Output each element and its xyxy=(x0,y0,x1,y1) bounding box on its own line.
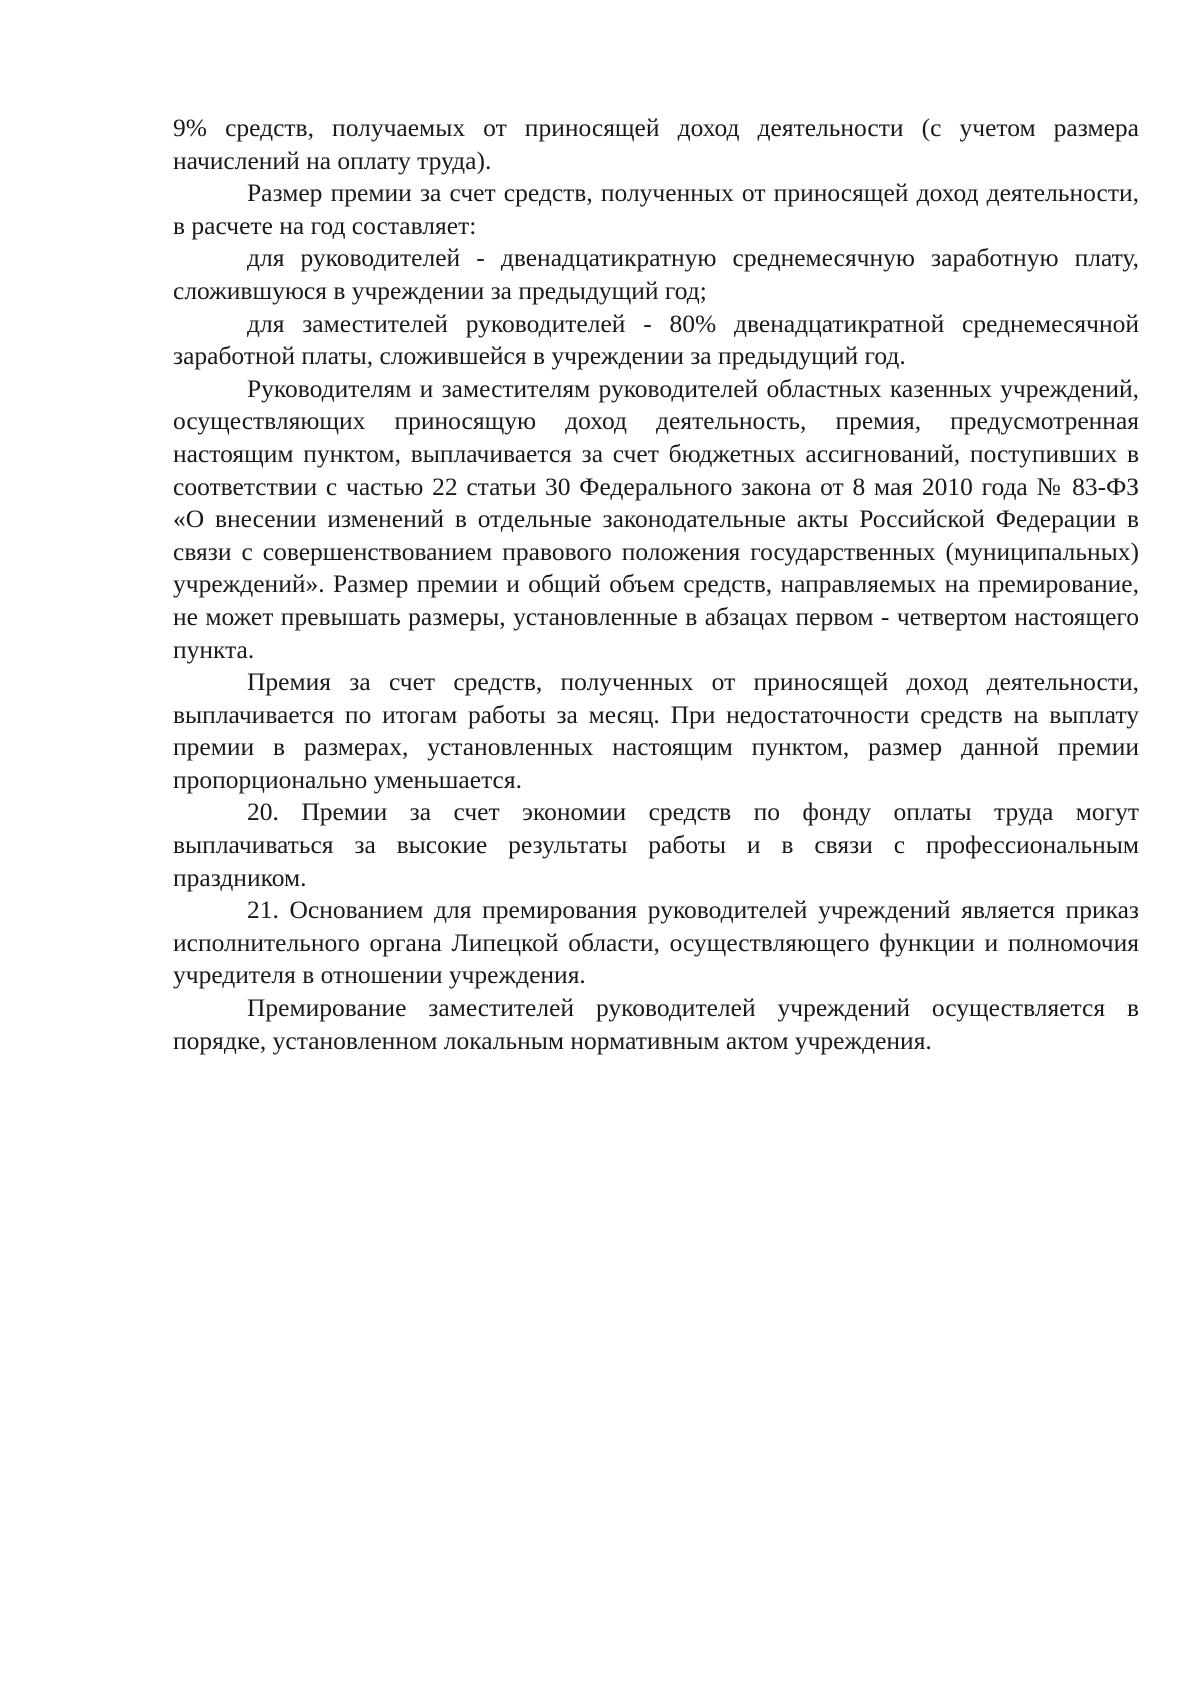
paragraph-continuation: 9% средств, получаемых от приносящей доход деятельности (с учетом размера начислений на оплату труда). xyxy=(173,113,1139,175)
paragraph-deputies: для заместителей руководителей - 80% двенадцатикратной среднемесячной заработной платы, сложившейся в учреждении за предыдущий год. xyxy=(173,308,1139,371)
paragraph-state-institutions: Руководителям и заместителям руководителей областных казенных учреждений, осуществляющих приносящую доход деятельность, премия, предусмотренная настоящим пунктом, выплачивается за счет бюджетных ассигнований, поступивших в соответствии с частью 22 статьи 30 Федерального закона от 8 мая 2010 года № 83-ФЗ «О внесении изменений в отдельные законодательные акты Российской Федерации в связи с совершенствованием правового положения государственных (муниципальных) учреждений». Размер премии и общий объем средств, направляемых на премирование, не может превышать размеры, установленные в абзацах первом - четвертом настоящего пункта. xyxy=(173,373,1139,664)
paragraph-heads: для руководителей - двенадцатикратную среднемесячную заработную плату, сложившуюся в учреждении за предыдущий год; xyxy=(173,243,1139,305)
paragraph-monthly-payment: Премия за счет средств, полученных от приносящей доход деятельности, выплачивается по итогам работы за месяц. При недостаточности средств на выплату премии в размерах, установленных настоящим пунктом, размер данной премии пропорционально уменьшается. xyxy=(173,667,1139,794)
paragraph-deputies-bonus-procedure: Премирование заместителей руководителей учреждений осуществляется в порядке, установленном локальным нормативным актом учреждения. xyxy=(173,993,1139,1055)
paragraph-item-20: 20. Премии за счет экономии средств по фонду оплаты труда могут выплачиваться за высокие результаты работы и в связи с профессиональным праздником. xyxy=(173,797,1139,892)
paragraph-bonus-amount: Размер премии за счет средств, полученных от приносящей доход деятельности, в расчете на год составляет: xyxy=(173,178,1139,240)
paragraph-item-21: 21. Основанием для премирования руководителей учреждений является приказ исполнительного органа Липецкой области, осуществляющего функции и полномочия учредителя в отношении учреждения. xyxy=(173,895,1139,990)
document-body xyxy=(173,112,1139,1057)
